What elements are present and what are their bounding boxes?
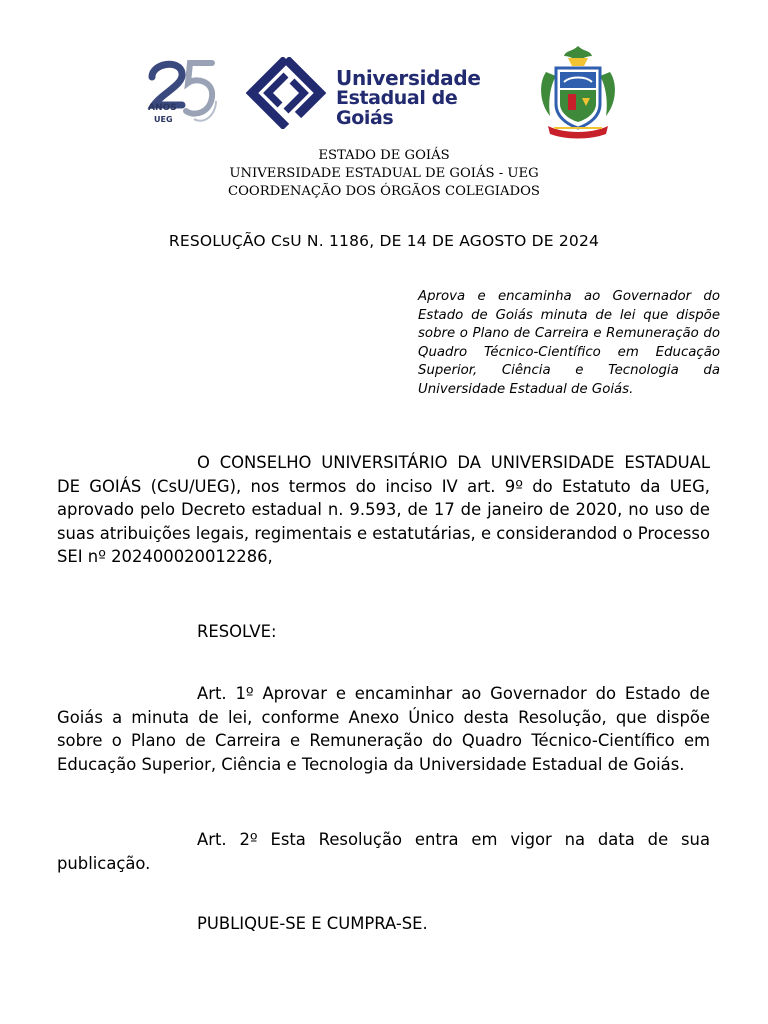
anniversary-logo	[146, 55, 218, 135]
resolution-title: RESOLUÇÃO CsU N. 1186, DE 14 DE AGOSTO DE 2024	[168, 232, 600, 250]
goias-coat-of-arms-icon	[534, 42, 622, 142]
anniversary-ueg-label: UEG	[154, 115, 173, 124]
resolve-heading: RESOLVE:	[197, 622, 277, 641]
closing-statement: PUBLIQUE-SE E CUMPRA-SE.	[197, 914, 428, 933]
ueg-wordmark-line1: Universidade	[336, 66, 481, 90]
ueg-logo	[246, 57, 506, 129]
ueg-wordmark	[336, 68, 506, 129]
ueg-wordmark-line2: Estadual de Goiás	[336, 87, 458, 129]
logo-bar	[0, 40, 768, 140]
institutional-header	[0, 147, 768, 201]
ueg-symbol-icon	[246, 57, 326, 129]
preamble-paragraph: O CONSELHO UNIVERSITÁRIO DA UNIVERSIDADE ESTADUAL DE GOIÁS (CsU/UEG), nos termos do inciso IV art. 9º do Estatuto da UEG, aprovado pelo Decreto estadual n. 9.593, de 17 de janeiro de 2020, no uso de suas atribuições legais, regimentais e estatutárias, e considerandod o Processo SEI nº 202400020012286,	[57, 453, 710, 566]
resolution-summary: Aprova e encaminha ao Governador do Estado de Goiás minuta de lei que dispõe sobre o Plano de Carreira e Remuneração do Quadro Técnico-Científico em Educação Superior, Ciência e Tecnologia da Universidade Estadual de Goiás.	[418, 289, 720, 397]
header-coordination: COORDENAÇÃO DOS ÓRGÃOS COLEGIADOS	[228, 184, 540, 199]
article-2-paragraph: Art. 2º Esta Resolução entra em vigor na data de sua publicação.	[57, 830, 710, 873]
header-state: ESTADO DE GOIÁS	[318, 148, 450, 163]
header-university: UNIVERSIDADE ESTADUAL DE GOIÁS - UEG	[229, 166, 539, 181]
anniversary-anos-label: ANOS	[148, 103, 177, 113]
article-1-paragraph: Art. 1º Aprovar e encaminhar ao Governador do Estado de Goiás a minuta de lei, conforme Anexo Único desta Resolução, que dispõe sobre o Plano de Carreira e Remuneração do Quadro Técnico-Científico em Educação Superior, Ciência e Tecnologia da Universidade Estadual de Goiás.	[57, 684, 710, 774]
